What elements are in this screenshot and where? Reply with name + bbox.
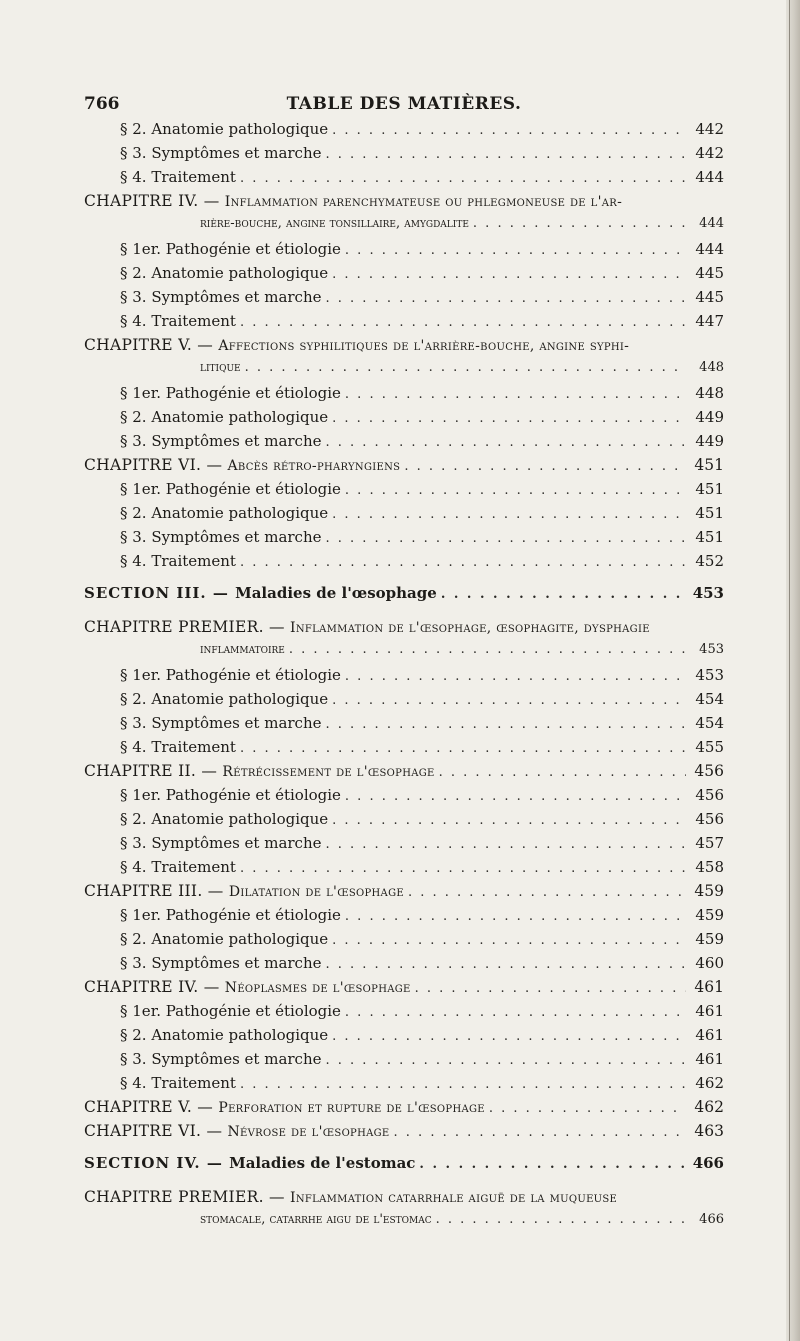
leader-dots — [345, 1005, 686, 1020]
toc-entry — [84, 1026, 724, 1050]
entry-page: 444 — [695, 168, 724, 186]
leader-dots — [332, 933, 686, 948]
entry-page: 447 — [695, 312, 724, 330]
entry-page: 442 — [695, 144, 724, 162]
leader-dots — [436, 1212, 686, 1227]
section-title — [84, 1154, 415, 1172]
entry-title: § 2. Anatomie pathologique — [120, 930, 329, 948]
entry-title: § 3. Symptômes et marche — [120, 714, 322, 732]
entry-title: § 3. Symptômes et marche — [120, 144, 322, 162]
entry-page: 444 — [699, 216, 724, 231]
chapter-title — [84, 456, 400, 474]
entry-page: 444 — [695, 240, 724, 258]
page-number: 766 — [84, 94, 120, 114]
entry-title: inflammatoire — [200, 642, 285, 657]
entry-title: § 1er. Pathogénie et étiologie — [120, 786, 341, 804]
entry-page: 448 — [695, 384, 724, 402]
chapter-subject: Inflammation de l'œsophage, œsophagite, dysphagie — [290, 620, 650, 636]
entry-page: 461 — [695, 1050, 724, 1068]
chapter-subject: Névrose de l'œsophage — [227, 1124, 390, 1140]
entry-page: 466 — [692, 1154, 724, 1172]
leader-dots — [326, 435, 687, 450]
toc-entry — [84, 1002, 724, 1026]
entry-page: 462 — [695, 1074, 724, 1092]
toc-entry — [84, 906, 724, 930]
leader-dots — [345, 669, 686, 684]
entry-title: § 2. Anatomie pathologique — [120, 408, 329, 426]
toc-entry — [84, 810, 724, 834]
entry-title: rière-bouche, angine tonsillaire, amygdalite — [200, 216, 469, 231]
chapter-heading — [84, 762, 724, 786]
entry-title: § 3. Symptômes et marche — [120, 528, 322, 546]
chapter-subject: Affections syphilitiques de l'arrière-bouche, angine syphi- — [218, 338, 630, 354]
leader-dots — [326, 837, 687, 852]
entry-title: § 2. Anatomie pathologique — [120, 810, 329, 828]
chapter-label: CHAPITRE VI. — — [84, 1122, 228, 1140]
toc-entry — [84, 714, 724, 738]
leader-dots — [326, 957, 687, 972]
toc-entry — [84, 858, 724, 882]
page-edge-line — [789, 0, 790, 1341]
entry-title: § 4. Traitement — [120, 738, 236, 756]
entry-page: 466 — [699, 1212, 724, 1227]
chapter-heading — [84, 1098, 724, 1122]
chapter-title — [84, 762, 435, 780]
leader-dots — [419, 1157, 686, 1172]
entry-title: § 3. Symptômes et marche — [120, 1050, 322, 1068]
entry-title: § 2. Anatomie pathologique — [120, 1026, 329, 1044]
chapter-label: CHAPITRE III. — — [84, 882, 229, 900]
section-heading — [84, 1154, 724, 1178]
entry-title: § 4. Traitement — [120, 312, 236, 330]
entry-title: § 3. Symptômes et marche — [120, 954, 322, 972]
entry-page: 449 — [695, 408, 724, 426]
entry-page: 445 — [695, 264, 724, 282]
leader-dots — [332, 267, 686, 282]
chapter-label: CHAPITRE II. — — [84, 762, 223, 780]
entry-title: § 4. Traitement — [120, 858, 236, 876]
leader-dots — [332, 1029, 686, 1044]
entry-page: 451 — [695, 528, 724, 546]
toc-entry — [84, 1074, 724, 1098]
section-heading — [84, 584, 724, 608]
toc-entry — [84, 432, 724, 456]
chapter-label: CHAPITRE IV. — — [84, 978, 225, 996]
leader-dots — [345, 789, 686, 804]
entry-page: 453 — [695, 666, 724, 684]
toc-entry — [84, 834, 724, 858]
leader-dots — [326, 291, 687, 306]
chapter-subject: Abcès rétro-pharyngiens — [227, 458, 401, 474]
leader-dots — [332, 507, 686, 522]
toc-entry — [84, 144, 724, 168]
chapter-heading — [84, 1122, 724, 1146]
entry-page: 449 — [695, 432, 724, 450]
leader-dots — [345, 243, 686, 258]
leader-dots — [289, 642, 686, 657]
entry-page: 458 — [695, 858, 724, 876]
chapter-label: CHAPITRE PREMIER. — — [84, 1188, 291, 1206]
entry-title: § 1er. Pathogénie et étiologie — [120, 906, 341, 924]
leader-dots — [404, 459, 686, 474]
chapter-title — [84, 1188, 617, 1206]
chapter-title — [84, 336, 629, 354]
chapter-heading — [84, 456, 724, 480]
leader-dots — [441, 587, 686, 602]
entry-title: § 3. Symptômes et marche — [120, 432, 322, 450]
entry-page: 456 — [695, 810, 724, 828]
entry-title: § 2. Anatomie pathologique — [120, 264, 329, 282]
toc-entry — [84, 1050, 724, 1074]
section-subject: Maladies de l'œsophage — [235, 584, 437, 602]
leader-dots — [345, 483, 686, 498]
entry-page: 456 — [695, 786, 724, 804]
chapter-subject: Néoplasmes de l'œsophage — [224, 980, 411, 996]
entry-title: § 4. Traitement — [120, 552, 236, 570]
chapter-title — [84, 618, 650, 636]
entry-page: 461 — [695, 1026, 724, 1044]
leader-dots — [332, 411, 686, 426]
toc-entry — [84, 738, 724, 762]
toc-entry — [84, 666, 724, 690]
chapter-subject: Inflammation catarrhale aiguë de la muqueuse — [290, 1190, 618, 1206]
chapter-heading — [84, 336, 724, 360]
entry-page: 454 — [695, 690, 724, 708]
entry-title: § 3. Symptômes et marche — [120, 288, 322, 306]
chapter-label: CHAPITRE V. — — [84, 336, 219, 354]
entry-page: 455 — [695, 738, 724, 756]
toc-entry — [84, 690, 724, 714]
chapter-label: CHAPITRE V. — — [84, 1098, 219, 1116]
entry-page: 452 — [695, 552, 724, 570]
entry-page: 451 — [694, 456, 724, 474]
toc-entry — [84, 384, 724, 408]
chapter-heading-continuation — [84, 1212, 724, 1236]
toc-entry — [84, 786, 724, 810]
entry-title: § 1er. Pathogénie et étiologie — [120, 480, 341, 498]
toc-entry — [84, 528, 724, 552]
entry-title: § 1er. Pathogénie et étiologie — [120, 1002, 341, 1020]
entry-title: § 2. Anatomie pathologique — [120, 120, 329, 138]
toc-entry — [84, 954, 724, 978]
chapter-label: CHAPITRE VI. — — [84, 456, 228, 474]
entry-page: 451 — [695, 504, 724, 522]
entry-title: § 1er. Pathogénie et étiologie — [120, 384, 341, 402]
entry-page: 459 — [694, 882, 724, 900]
entry-page: 456 — [694, 762, 724, 780]
leader-dots — [240, 171, 686, 186]
chapter-heading — [84, 192, 724, 216]
toc-entry — [84, 168, 724, 192]
chapter-title — [84, 192, 622, 210]
entry-page: 459 — [695, 930, 724, 948]
toc-entry — [84, 408, 724, 432]
chapter-heading — [84, 1188, 724, 1212]
leader-dots — [473, 216, 686, 231]
entry-page: 448 — [699, 360, 724, 375]
leader-dots — [240, 1077, 686, 1092]
leader-dots — [439, 765, 686, 780]
chapter-label: CHAPITRE PREMIER. — — [84, 618, 291, 636]
leader-dots — [332, 813, 686, 828]
section-label: SECTION IV. — — [84, 1154, 230, 1172]
entry-title: § 3. Symptômes et marche — [120, 834, 322, 852]
chapter-heading — [84, 618, 724, 642]
toc-entry — [84, 552, 724, 576]
entry-page: 460 — [695, 954, 724, 972]
entry-page: 451 — [695, 480, 724, 498]
entry-title: § 2. Anatomie pathologique — [120, 504, 329, 522]
entry-page: 454 — [695, 714, 724, 732]
chapter-title — [84, 882, 404, 900]
leader-dots — [415, 981, 686, 996]
chapter-subject: Rétrécissement de l'œsophage — [222, 764, 435, 780]
chapter-heading — [84, 882, 724, 906]
entry-page: 461 — [694, 978, 724, 996]
leader-dots — [326, 1053, 687, 1068]
toc-entry — [84, 312, 724, 336]
toc-entry — [84, 480, 724, 504]
chapter-label: CHAPITRE IV. — — [84, 192, 225, 210]
chapter-heading — [84, 978, 724, 1002]
chapter-subject: Perforation et rupture de l'œsophage — [218, 1100, 485, 1116]
chapter-title — [84, 978, 411, 996]
chapter-subject: Inflammation parenchymateuse ou phlegmoneuse de l'ar- — [224, 194, 623, 210]
entry-page: 462 — [694, 1098, 724, 1116]
table-of-contents — [84, 120, 724, 1236]
entry-page: 453 — [699, 642, 724, 657]
entry-title: litique — [200, 360, 241, 375]
leader-dots — [326, 147, 687, 162]
toc-entry — [84, 120, 724, 144]
leader-dots — [326, 531, 687, 546]
leader-dots — [240, 861, 686, 876]
toc-entry — [84, 504, 724, 528]
entry-title: § 4. Traitement — [120, 168, 236, 186]
leader-dots — [408, 885, 686, 900]
running-title: TABLE DES MATIÈRES. — [286, 94, 522, 114]
chapter-subject: Dilatation de l'œsophage — [228, 884, 404, 900]
leader-dots — [332, 693, 686, 708]
toc-entry — [84, 930, 724, 954]
entry-page: 459 — [695, 906, 724, 924]
leader-dots — [240, 555, 686, 570]
toc-entry — [84, 288, 724, 312]
leader-dots — [345, 387, 686, 402]
chapter-title — [84, 1122, 390, 1140]
leader-dots — [489, 1101, 686, 1116]
leader-dots — [326, 717, 687, 732]
toc-entry — [84, 240, 724, 264]
leader-dots — [345, 909, 686, 924]
entry-title: § 4. Traitement — [120, 1074, 236, 1092]
entry-title: § 1er. Pathogénie et étiologie — [120, 240, 341, 258]
toc-entry — [84, 264, 724, 288]
leader-dots — [240, 315, 686, 330]
section-title — [84, 584, 437, 602]
chapter-heading-continuation — [84, 216, 724, 240]
chapter-title — [84, 1098, 485, 1116]
entry-page: 457 — [695, 834, 724, 852]
leader-dots — [240, 741, 686, 756]
leader-dots — [394, 1125, 686, 1140]
entry-page: 445 — [695, 288, 724, 306]
entry-page: 463 — [694, 1122, 724, 1140]
entry-title: § 2. Anatomie pathologique — [120, 690, 329, 708]
entry-title: § 1er. Pathogénie et étiologie — [120, 666, 341, 684]
entry-page: 453 — [692, 584, 724, 602]
chapter-heading-continuation — [84, 360, 724, 384]
chapter-heading-continuation — [84, 642, 724, 666]
entry-page: 461 — [695, 1002, 724, 1020]
section-label: SECTION III. — — [84, 584, 236, 602]
section-subject: Maladies de l'estomac — [229, 1154, 416, 1172]
entry-title: stomacale, catarrhe aigu de l'estomac — [200, 1212, 432, 1227]
entry-page: 442 — [695, 120, 724, 138]
leader-dots — [245, 360, 686, 375]
leader-dots — [332, 123, 686, 138]
running-header — [84, 94, 724, 118]
